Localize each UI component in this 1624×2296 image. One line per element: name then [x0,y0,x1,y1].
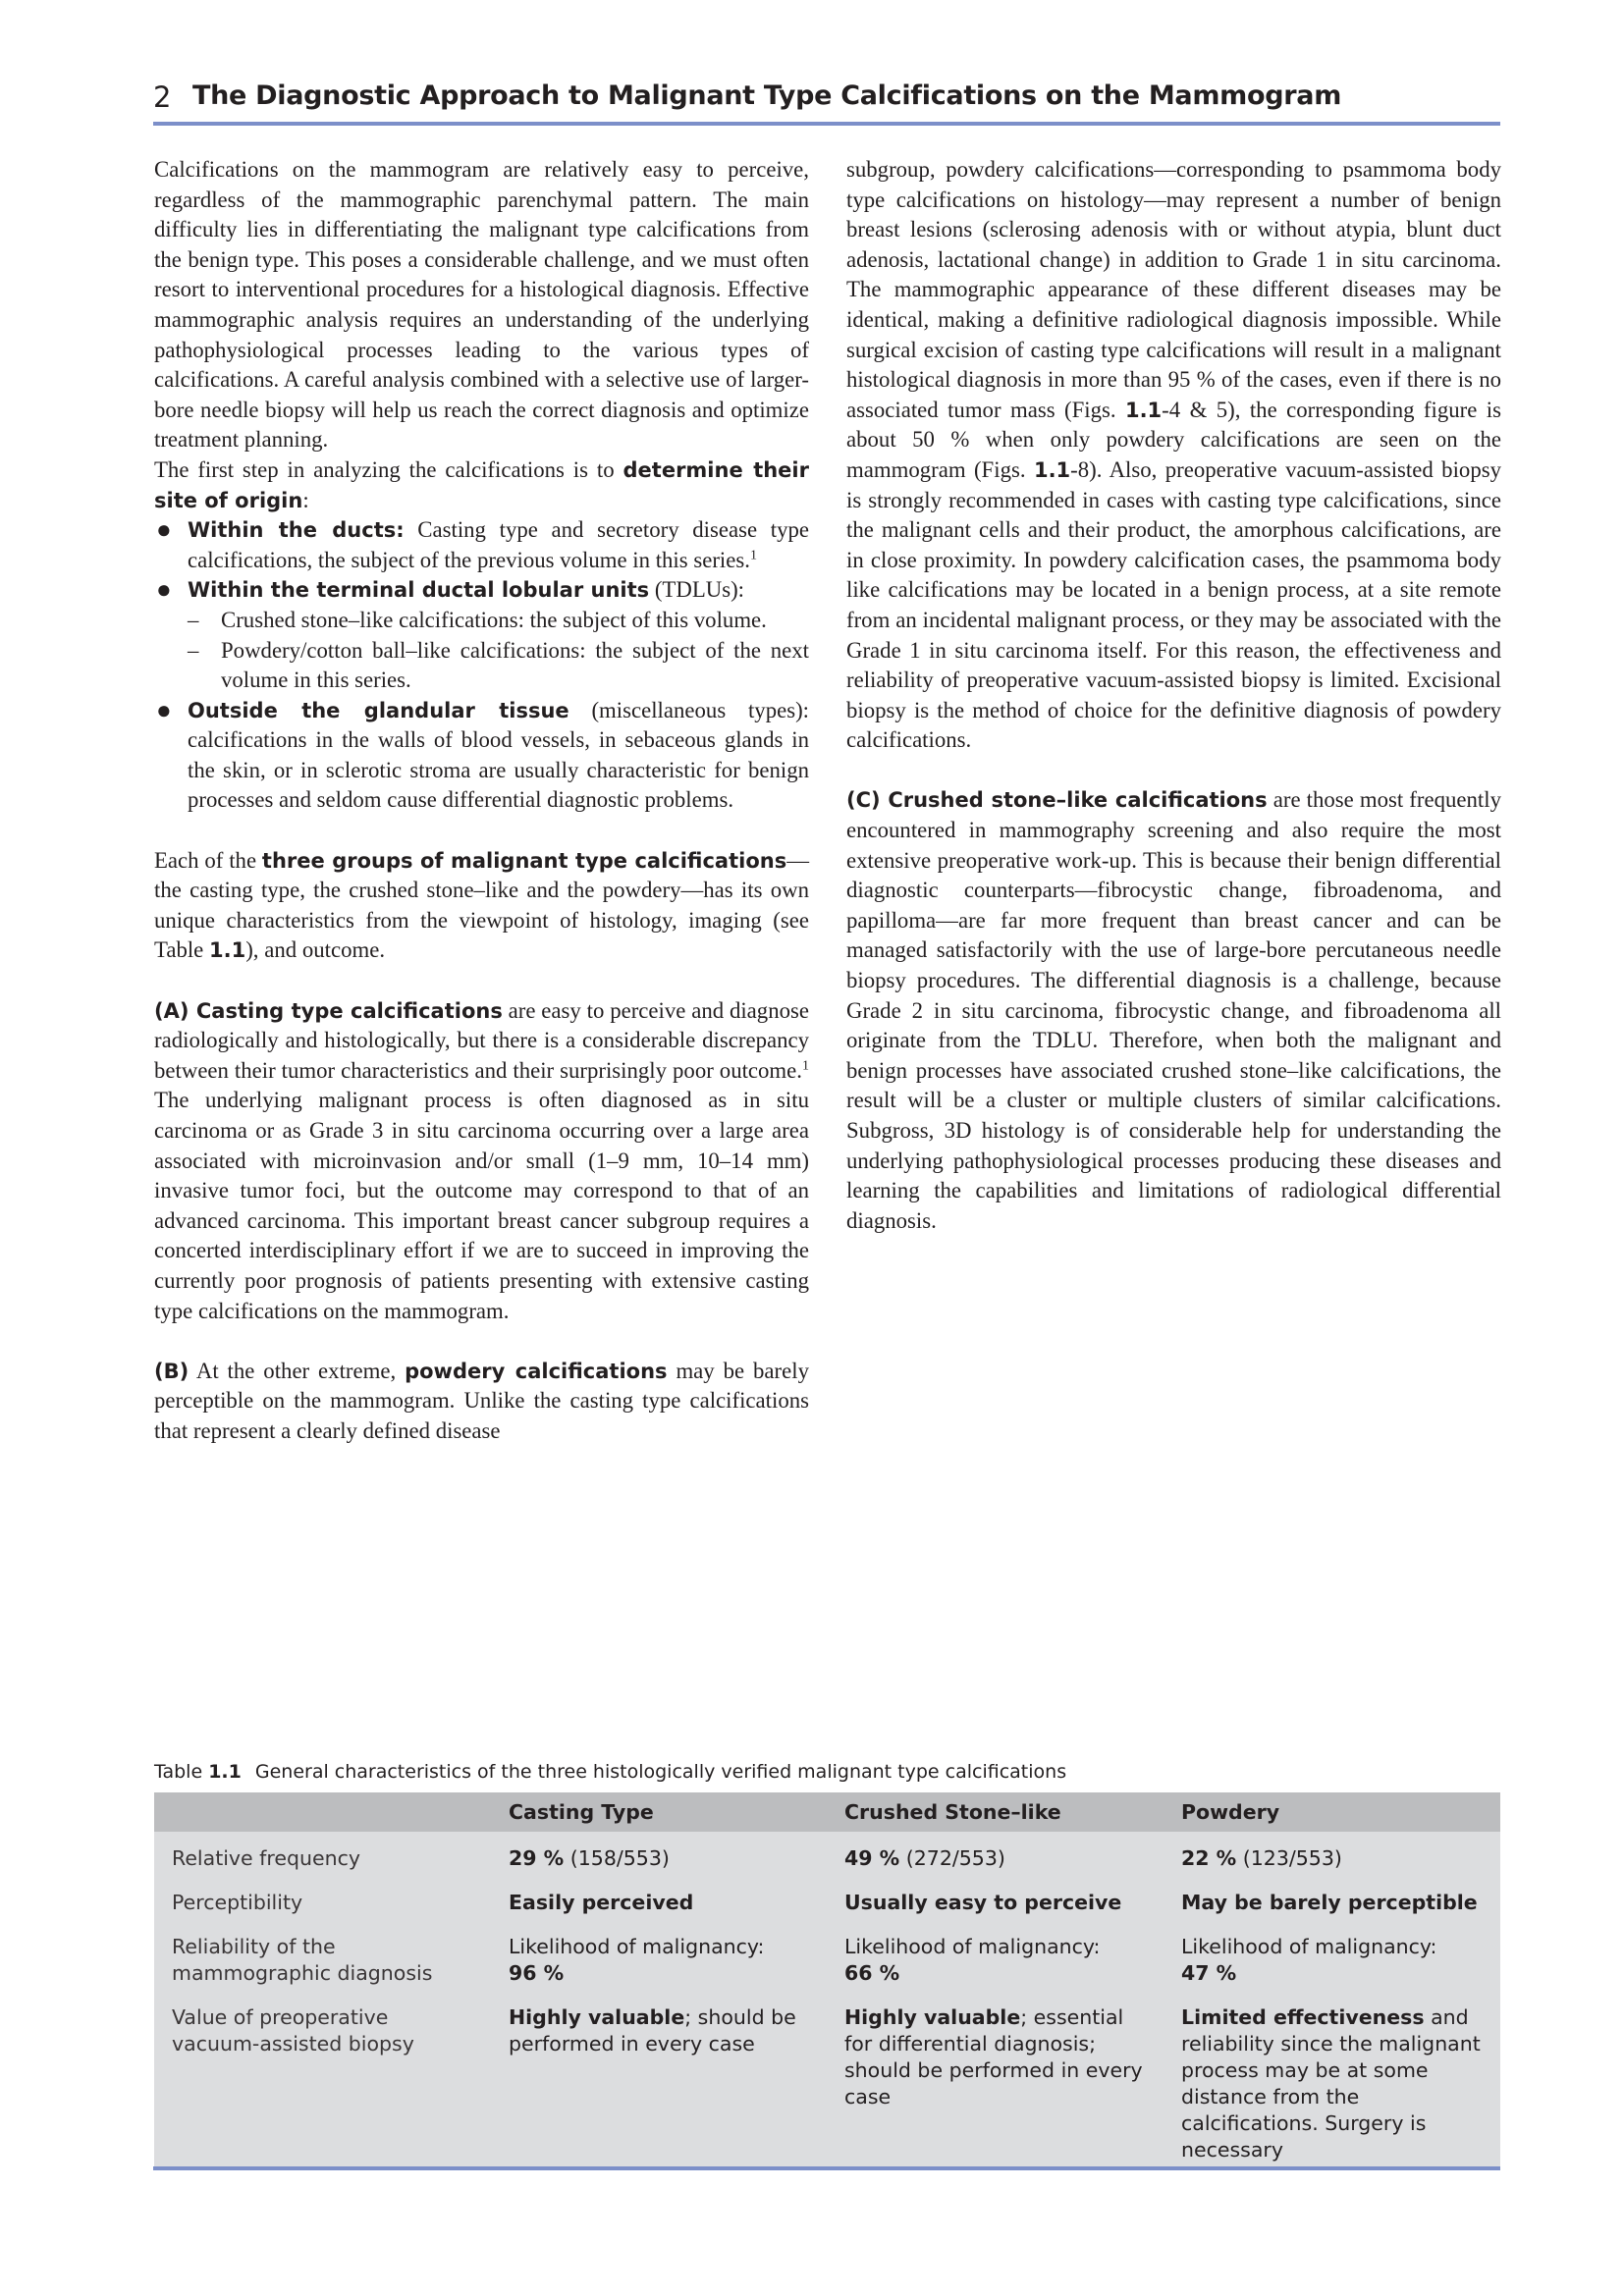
row-label: Relative frequency [154,1832,491,1886]
bullet-icon: ● [156,695,172,724]
left-column [154,155,809,1447]
list-item: ● Within the ducts: Casting type and secretory disease type calcifications, the subject of the previous volume in this series.$^1$ [156,515,809,572]
row-label: Value of preoperative vacuum-assisted biopsy [154,2001,491,2169]
header-rule [153,122,1500,126]
intro-paragraph: Calcifications on the mammogram are relatively easy to perceive, regardless of the mammographic parenchymal pattern. The main difficulty lies in differentiating the malignant type calcifications from the benign type. This poses a considerable challenge, and we must often resort to interventional procedures for a histological diagnosis. Effective mammographic analysis requires an understanding of the underlying pathophysiological processes leading to the various types of calcifications. A careful analysis combined with a selective use of larger-bore needle biopsy will help us reach the correct diagnosis and optimize treatment planning. [154,157,809,453]
casting-type-paragraph: (A) Casting type calcifications are easy to perceive and diagnose radiologically and histologically, but there is a considerable discrepancy between their tumor characteristics and their surprisingly poor outcome.$^1$ The underlying malignant process is often diagnosed as in situ carcinoma or as Grade 3 in situ carcinoma occurring over a large area associated with microinvasion and/or small (1–9 mm, 10–14 mm) invasive tumor foci, but the outcome may correspond to that of an advanced carcinoma. This important breast cancer subgroup requires a concerted interdisciplinary effort if we are to succeed in improving the currently poor prognosis of patients presenting with extensive casting type calcifications on the mammogram. [154,997,809,1323]
reference-marker: 1 [802,1058,809,1074]
footer-rule [153,2166,1500,2170]
table-cell: Likelihood of malignancy: 47 % [1164,1930,1500,2001]
table-caption: Table 1.1 General characteristics of the three histologically verified malignant type calcifications [154,1761,1067,1783]
table-header-cell: Powdery [1164,1792,1500,1832]
table-row [154,1930,1500,2001]
table-cell: Usually easy to perceive [827,1886,1164,1930]
sub-list-item: – Crushed stone–like calcifications: the subject of this volume. [188,606,809,636]
table-header-cell: Casting Type [491,1792,827,1832]
sub-list-item: – Powdery/cotton ball–like calcifications: the subject of the next volume in this series. [188,637,809,693]
table-header-cell [154,1792,491,1832]
site-of-origin-paragraph: The first step in analyzing the calcifications is to determine their site of origin: [154,456,809,512]
powdery-paragraph: (B) At the other extreme, powdery calcifications may be barely perceptible on the mammogram. Unlike the casting type calcifications that represent a clearly defined disease [154,1358,809,1443]
table-cell: Easily perceived [491,1886,827,1930]
table-row [154,2001,1500,2169]
list-item: ● Within the terminal ductal lobular units (TDLUs): – Crushed stone–like calcifications: the subject of this volume. – Powdery/cotton ball–like calcifications: the subject of the next volume in this series. [154,575,809,695]
site-of-origin-emphasis: determine their site of origin [154,457,809,512]
bullet-icon: ● [156,515,172,545]
page-number: 2 [153,80,172,114]
table-row [154,1886,1500,1930]
table-header-cell: Crushed Stone–like [827,1792,1164,1832]
three-groups-paragraph: Each of the three groups of malignant type calcifications—the casting type, the crushed stone–like and the powdery—has its own unique characteristics from the viewpoint of histology, imaging (see Table 1.1), and outcome. [154,847,810,963]
site-of-origin-list [154,515,809,816]
table-cell: Likelihood of malignancy: 96 % [491,1930,827,2001]
bullet-icon: ● [156,575,172,605]
powdery-continuation-paragraph: subgroup, powdery calcifications—corresponding to psammoma body type calcifications on histology—may represent a number of benign breast lesions (sclerosing adenosis with or without atypia, blunt duct adenosis, lactational change) in addition to Grade 1 in situ carcinoma. The mammographic appearance of these different diseases may be identical, making a definitive radiological diagnosis impossible. While surgical excision of casting type calcifications will result in a malignant histological diagnosis in more than 95 % of the cases, even if there is no associated tumor mass (Figs. 1.1-4 & 5), the corresponding figure is about 50 % when only powdery calcifications are seen on the mammogram (Figs. 1.1-8). Also, preoperative vacuum-assisted biopsy is strongly recommended in cases with casting type calcifications, since the malignant cells and their product, the amorphous calcifications, are in close proximity. In powdery calcification cases, the psammoma body like calcifications may be located in a benign process, at a site remote from an incidental malignant process, or they may be associated with the Grade 1 in situ carcinoma itself. For this reason, the effectiveness and reliability of preoperative vacuum-assisted biopsy is limited. Excisional biopsy is the method of choice for the definitive diagnosis of powdery calcifications. [846,157,1501,753]
table-reference: 1.1 [209,938,246,963]
dash-icon: – [188,637,199,663]
reference-marker: 1 [749,548,757,563]
table-cell: 29 % (158/553) [491,1832,827,1886]
figure-reference: 1.1 [1033,457,1071,482]
row-label: Perceptibility [154,1886,491,1930]
page-title: The Diagnostic Approach to Malignant Type Calcifications on the Mammogram [192,80,1342,111]
table-cell: Highly valuable; should be performed in every case [491,2001,827,2169]
table-cell: 49 % (272/553) [827,1832,1164,1886]
dash-icon: – [188,607,199,632]
row-label: Reliability of the mammographic diagnosis [154,1930,491,2001]
table-cell: 22 % (123/553) [1164,1832,1500,1886]
table-row [154,1832,1500,1886]
list-item: ● Outside the glandular tissue (miscellaneous types): calcifications in the walls of blood vessels, in sebaceous glands in the skin, or in sclerotic stroma are usually characteristic for benign processes and seldom cause differential diagnostic problems. [156,695,810,813]
figure-reference: 1.1 [1124,398,1163,422]
right-column [846,155,1501,1236]
table-header-row [154,1792,1500,1832]
sub-list [188,606,809,696]
table-cell: Limited effectiveness and reliability since the malignant process may be at some distance from the calcifications. Surgery is necessary [1164,2001,1500,2169]
characteristics-table [154,1792,1500,2169]
table-cell: Likelihood of malignancy: 66 % [827,1930,1164,2001]
table-cell: May be barely perceptible [1164,1886,1500,1930]
crushed-stone-paragraph: (C) Crushed stone–like calcifications are those most frequently encountered in mammography screening and also require the most extensive preoperative work-up. This is because their benign differential diagnostic counterparts—fibrocystic change, fibroadenoma, and papilloma—are far more frequent than breast cancer and can be managed satisfactorily with the use of large-bore percutaneous needle biopsy procedures. The differential diagnosis is a challenge, because Grade 2 in situ carcinoma, fibrocystic change, and fibroadenoma all originate from the TDLU. Therefore, when both the malignant and benign processes have associated crushed stone–like calcifications, the result will be a cluster or multiple clusters of similar calcifications. Subgross, 3D histology is of considerable help for understanding the underlying pathophysiological processes producing these diseases and learning the capabilities and limitations of radiological differential diagnosis. [846,787,1501,1233]
table-cell: Highly valuable; essential for differential diagnosis; should be performed in every case [827,2001,1164,2169]
